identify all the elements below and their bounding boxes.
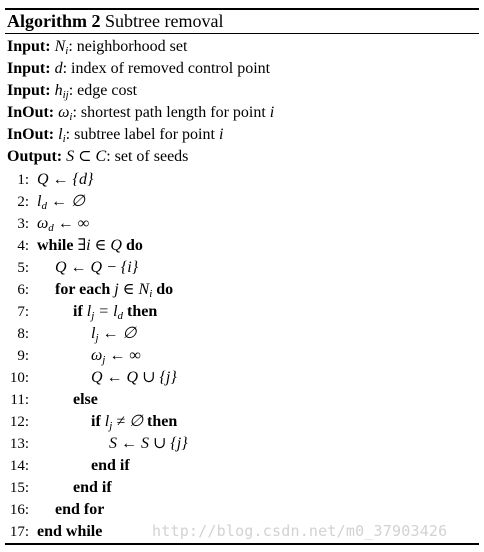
line-number: 10: [9, 370, 29, 386]
subscript: j [102, 354, 106, 366]
subscript: i [149, 288, 153, 300]
io-line [7, 125, 223, 149]
keyword-end: do [156, 281, 174, 298]
line-number: 8: [17, 326, 29, 342]
io-description: : shortest path length for point [72, 104, 270, 121]
io-subscript: i [62, 133, 66, 145]
statement [37, 214, 89, 238]
statement [91, 456, 130, 476]
subscript: d [48, 222, 54, 234]
keyword: if [73, 303, 83, 320]
line-number: 16: [9, 502, 29, 518]
code-line [0, 258, 480, 280]
expression-rest: ← ∅ [46, 193, 85, 210]
algorithm-caption [7, 11, 223, 31]
io-description: : edge cost [68, 82, 138, 99]
expression-rest: ← ∅ [98, 325, 137, 342]
line-number: 2: [17, 194, 29, 210]
expression-rest: ← ∞ [105, 347, 141, 364]
io-tail: i [269, 104, 275, 121]
statement [37, 192, 85, 216]
caption-rule [5, 33, 479, 34]
io-variable: N [54, 38, 66, 55]
keyword-end: then [127, 303, 158, 320]
watermark: http://blog.csdn.net/m0_37903426 [152, 522, 448, 540]
io-subscript: i [65, 45, 69, 57]
code-line [0, 412, 480, 434]
expression: j ∈ N [114, 281, 150, 298]
keyword-end: then [147, 413, 178, 430]
line-number: 3: [17, 216, 29, 232]
expression-rest: ← ∞ [53, 215, 90, 232]
keyword: end for [55, 501, 105, 518]
expression-rest: = l [94, 303, 118, 320]
line-number: 15: [9, 480, 29, 496]
statement [73, 302, 157, 326]
io-line [7, 81, 137, 105]
code-line [0, 302, 480, 324]
io-description: : subtree label for point [65, 126, 219, 143]
line-number: 17: [9, 524, 29, 540]
statement [91, 412, 177, 436]
keyword: end while [37, 523, 103, 540]
statement [73, 478, 112, 498]
algorithm-label: Algorithm 2 [7, 11, 101, 31]
io-keyword: Input: [7, 38, 51, 55]
subscript: d [41, 200, 47, 212]
io-keyword: InOut: [7, 104, 55, 121]
code-line [0, 214, 480, 236]
io-line [7, 147, 188, 167]
code-line [0, 390, 480, 412]
statement [91, 324, 136, 348]
io-line [7, 37, 187, 61]
subscript: d [117, 310, 124, 322]
line-number: 12: [9, 414, 29, 430]
expression: S ← S ∪ {j} [109, 435, 188, 452]
code-line [0, 346, 480, 368]
io-keyword: Output: [7, 148, 63, 165]
keyword: end if [91, 457, 130, 474]
io-description: : set of seeds [106, 148, 189, 165]
line-number: 1: [17, 172, 29, 188]
statement [91, 346, 141, 370]
algorithm-title: Subtree removal [105, 11, 224, 31]
code-line [0, 170, 480, 192]
io-keyword: Input: [7, 82, 51, 99]
expression: Q ← Q − {i} [55, 259, 139, 276]
io-description: : neighborhood set [68, 38, 188, 55]
expression: ω [37, 215, 49, 232]
statement [55, 500, 104, 520]
statement [109, 434, 188, 454]
code-line [0, 434, 480, 456]
top-rule [5, 8, 479, 10]
subscript: j [109, 420, 113, 432]
code-line [0, 236, 480, 258]
code-line [0, 324, 480, 346]
bottom-rule [5, 543, 479, 545]
keyword-end: do [125, 237, 143, 254]
line-number: 13: [9, 436, 29, 452]
expression: Q ← {d} [37, 171, 94, 188]
code-line [0, 368, 480, 390]
expression: l [91, 325, 96, 342]
io-tail: i [218, 126, 224, 143]
io-subscript: ij [62, 89, 69, 101]
expression: l [104, 413, 110, 430]
keyword: for each [55, 281, 111, 298]
keyword: while [37, 237, 74, 254]
subscript: j [91, 310, 95, 322]
expression-rest: ≠ ∅ [112, 413, 144, 430]
line-number: 6: [17, 282, 29, 298]
statement [73, 390, 98, 410]
keyword: end if [73, 479, 112, 496]
expression: ω [91, 347, 103, 364]
code-line [0, 456, 480, 478]
code-line [0, 500, 480, 522]
code-line [0, 192, 480, 214]
statement [55, 258, 138, 278]
io-variable: l [58, 126, 63, 143]
statement [91, 368, 177, 388]
io-variable: S ⊂ C [66, 148, 107, 165]
line-number: 9: [17, 348, 29, 364]
code-line [0, 478, 480, 500]
line-number: 14: [9, 458, 29, 474]
io-keyword: InOut: [7, 126, 55, 143]
statement [37, 170, 93, 190]
expression: l [37, 193, 42, 210]
io-line [7, 59, 270, 79]
expression: Q ← Q ∪ {j} [91, 369, 177, 386]
io-variable: h [54, 82, 63, 99]
keyword: if [91, 413, 101, 430]
io-variable: ω [58, 104, 70, 121]
code-line [0, 280, 480, 302]
statement [37, 522, 102, 542]
line-number: 5: [17, 260, 29, 276]
line-number: 4: [17, 238, 29, 254]
subscript: j [95, 332, 99, 344]
statement [37, 236, 143, 256]
io-variable: d [54, 60, 63, 77]
line-number: 7: [17, 304, 29, 320]
statement [55, 280, 173, 304]
expression: ∃i ∈ Q [77, 237, 122, 254]
expression: l [86, 303, 92, 320]
io-description: : index of removed control point [62, 60, 271, 77]
io-subscript: i [69, 111, 73, 123]
io-keyword: Input: [7, 60, 51, 77]
keyword: else [73, 391, 98, 408]
line-number: 11: [10, 392, 29, 408]
io-line [7, 103, 274, 127]
